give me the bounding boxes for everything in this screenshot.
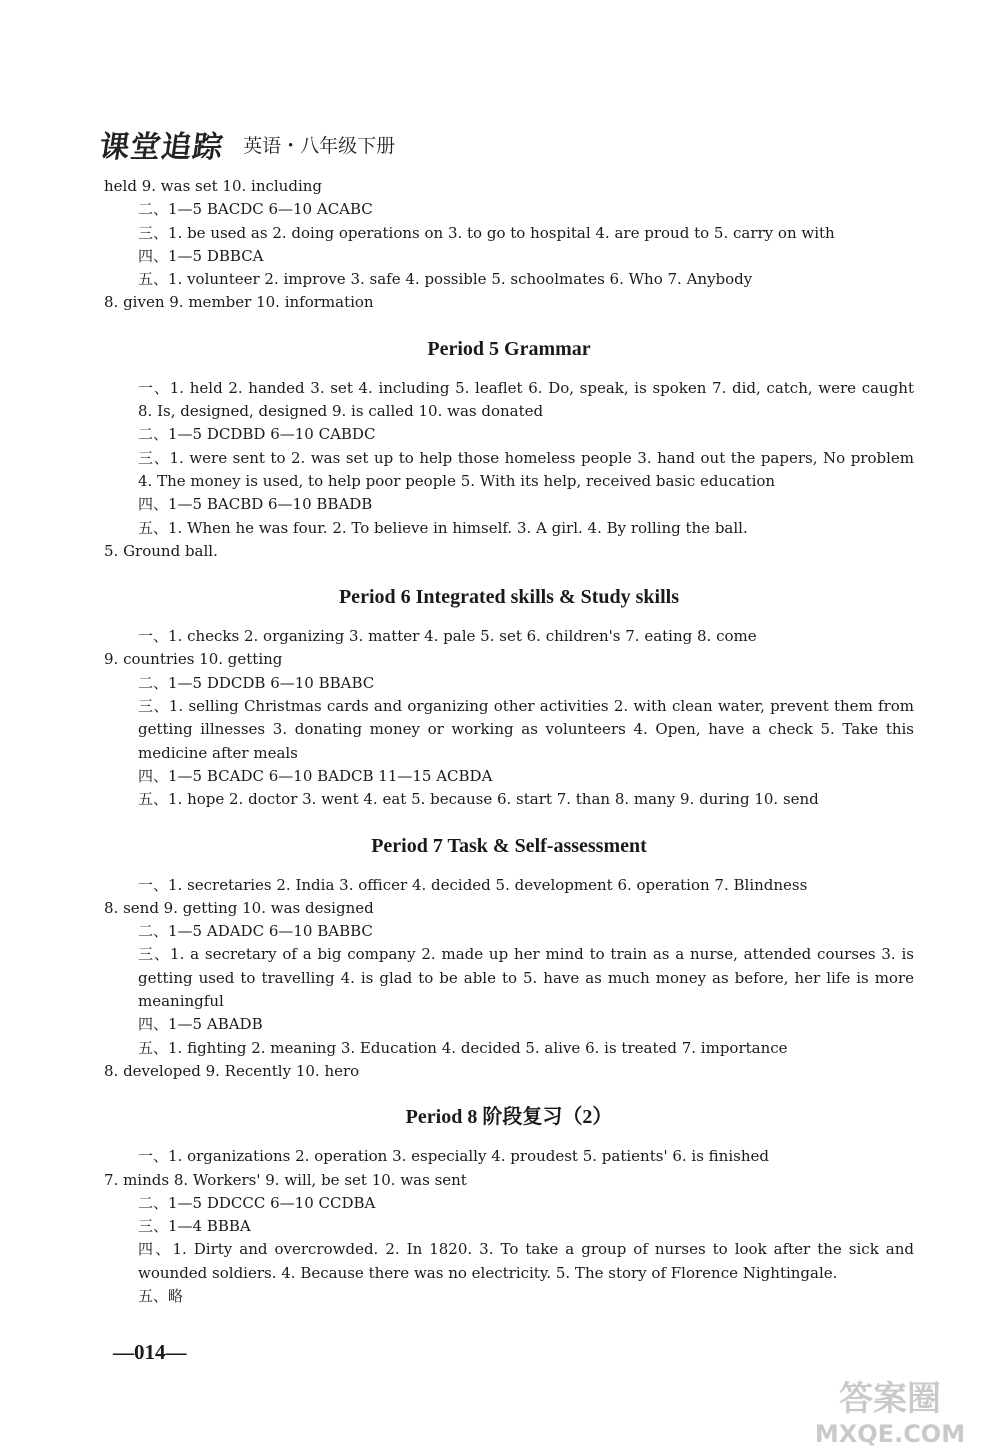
answer-line: 二、1—5 ADADC 6—10 BABBC	[138, 922, 373, 941]
section-period-7	[104, 834, 914, 1084]
answer-line: 一、1. held 2. handed 3. set 4. including 5. leaflet 6. Do, speak, is spoken 7. did, catch, were caught 8. Is, designed, designed 9. is called 10. was donated	[138, 378, 914, 421]
page-header	[97, 122, 396, 172]
answer-line: 8. send 9. getting 10. was designed	[104, 898, 374, 917]
answer-line: 五、1. When he was four. 2. To believe in himself. 3. A girl. 4. By rolling the ball.	[138, 518, 748, 537]
answer-line: 三、1—4 BBBA	[138, 1217, 251, 1236]
answer-line: 三、1. a secretary of a big company 2. made up her mind to train as a nurse, attended courses 3. is getting used to travelling 4. is glad to be able to 5. have as much money as before, her life is more meaningful	[138, 945, 914, 1011]
answer-line: 二、1—5 BACDC 6—10 ACABC	[138, 200, 373, 219]
section-period-8	[104, 1105, 914, 1308]
answer-line: 8. developed 9. Recently 10. hero	[104, 1061, 360, 1080]
answer-line: 二、1—5 DDCDB 6—10 BBABC	[138, 673, 375, 692]
section-title: Period 8 阶段复习（2）	[405, 1106, 613, 1129]
answer-line: 四、1—5 DBBCA	[138, 246, 264, 265]
answer-line: 五、略	[138, 1286, 184, 1305]
answer-line: 一、1. secretaries 2. India 3. officer 4. decided 5. development 6. operation 7. Blindness	[138, 875, 808, 894]
intro-block	[104, 175, 914, 315]
section-title: Period 6 Integrated skills & Study skills	[338, 586, 680, 609]
section-period-6	[104, 585, 914, 811]
answer-line: 五、1. volunteer 2. improve 3. safe 4. possible 5. schoolmates 6. Who 7. Anybody	[138, 270, 753, 289]
answer-line: 8. given 9. member 10. information	[104, 293, 374, 312]
answer-line: 二、1—5 DCDBD 6—10 CABDC	[138, 425, 376, 444]
answer-line: held 9. was set 10. including	[104, 177, 323, 195]
answer-line: 三、1. be used as 2. doing operations on 3. to go to hospital 4. are proud to 5. carry on with	[138, 223, 835, 242]
answer-line: 9. countries 10. getting	[104, 650, 283, 669]
answer-line: 三、1. selling Christmas cards and organizing other activities 2. with clean water, prevent them from getting illnesses 3. donating money or working as volunteers 4. Open, have a check 5. Take this medicine after meals	[138, 697, 914, 762]
section-title: Period 5 Grammar	[427, 337, 591, 360]
answer-line: 五、1. fighting 2. meaning 3. Education 4. decided 5. alive 6. is treated 7. importance	[138, 1038, 788, 1057]
book-subtitle: 英语・八年级下册	[243, 134, 396, 157]
watermark-top-text: 答案圈	[839, 1379, 941, 1419]
answer-line: 四、1—5 BACBD 6—10 BBADB	[138, 495, 373, 514]
watermark-graphic	[790, 1370, 990, 1450]
answer-line: 四、1—5 ABADB	[138, 1015, 263, 1034]
book-logo: 课堂追踪	[97, 130, 226, 165]
answer-line: 一、1. organizations 2. operation 3. especially 4. proudest 5. patients' 6. is finished	[138, 1147, 769, 1166]
watermark-bottom-text: MXQE.COM	[814, 1420, 966, 1448]
answer-line: 5. Ground ball.	[104, 541, 218, 560]
answer-line: 一、1. checks 2. organizing 3. matter 4. pale 5. set 6. children's 7. eating 8. come	[138, 627, 757, 646]
page-number: —014—	[113, 1340, 187, 1364]
watermark-logo	[790, 1370, 990, 1450]
answer-line: 7. minds 8. Workers' 9. will, be set 10. was sent	[104, 1170, 467, 1189]
answer-content	[104, 175, 914, 1308]
answer-line: 二、1—5 DDCCC 6—10 CCDBA	[138, 1193, 376, 1212]
answer-line: 四、1—5 BCADC 6—10 BADCB 11—15 ACBDA	[138, 766, 493, 785]
section-period-5	[104, 337, 914, 563]
answer-line: 五、1. hope 2. doctor 3. went 4. eat 5. because 6. start 7. than 8. many 9. during 10. send	[138, 790, 819, 809]
section-title: Period 7 Task & Self-assessment	[371, 834, 647, 857]
answer-line: 四、1. Dirty and overcrowded. 2. In 1820. 3. To take a group of nurses to look after the sick and wounded soldiers. 4. Because there was no electricity. 5. The story of Florence Nightingale.	[138, 1240, 914, 1282]
answer-line: 三、1. were sent to 2. was set up to help those homeless people 3. hand out the papers, No problem 4. The money is used, to help poor people 5. With its help, received basic education	[138, 448, 914, 490]
